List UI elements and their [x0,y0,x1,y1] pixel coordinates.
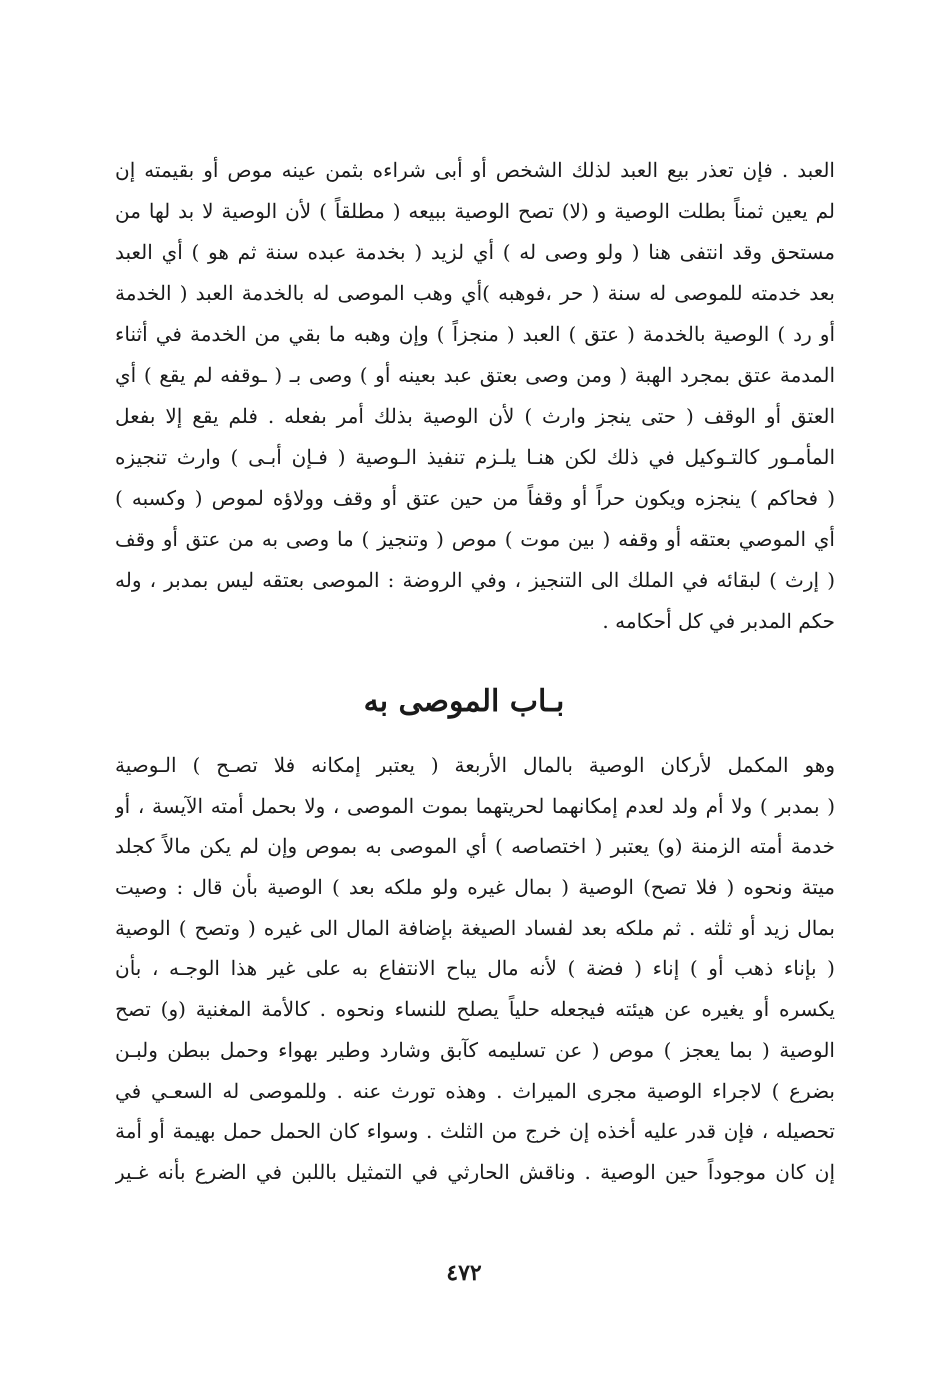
text-line: بمال زيد أو ثلثه . ثم ملكه بعد لفساد الصيغة بإضافة المال الى غيره ( وتصح ) الوصية [115,915,835,940]
text-line: ميتة ونحوه ( فلا تصح) الوصية ( بمال غيره ولو ملكه بعد ) الوصية بأن قال : وصيت [115,875,835,900]
text-line: حكم المدبر في كل أحكامه . [602,609,835,633]
text-line: أو رد ) الوصية بالخدمة ( عتق ) العبد ( منجزاً ) وإن وهبه ما بقي من الخدمة في أثناء [115,322,835,346]
text-line: المأمـور كالتـوكيل في ذلك لكن هنـا يلـزم تنفيذ الـوصية ( فـإن أبـى ) وارث تنجيزه [115,445,835,469]
text-line: الوصية ( بما يعجز ) موص ( عن تسليمه كآبق وشارد وطير بهواء وحمل ببطن ولبـن [115,1037,835,1062]
section-heading: بـاب الموصى به [363,684,565,719]
page-number: ٤٧٢ [446,1260,482,1286]
paragraph-continuation [115,150,835,642]
text-line: يكسره أو يغيره عن هيئته فيجعله حلياً يصلح للنساء ونحوه . كالأمة المغنية (و) تصح [115,997,835,1022]
paragraph-section [115,745,835,1193]
text-line: ( بمدبر ) ولا أم ولد لعدم إمكانهما لحريتهما بموت الموصى ، ولا بحمل أمته الآيسة ، أو [115,793,835,818]
text-line: العتق أو الوقف ( حتى ينجز وارث ) لأن الوصية بذلك أمر بفعله . فلم يقع إلا بفعل [115,404,835,428]
text-line: تحصيله ، فإن قدر عليه أخذه إن خرج من الثلث . وسواء كان الحمل حمل بهيمة أو أمة [115,1119,835,1144]
text-line: العبد . فإن تعذر بيع العبد لذلك الشخص أو أبى شراءه بثمن عينه موص أو بقيمته إن [115,158,835,182]
text-line: المدمة عتق بمجرد الهبة ( ومن وصى بعتق عبد بعينه أو ) وصى بـ ( ـوقفه لم يقع ) أي [115,363,835,387]
text-line: ( فحاكم ) ينجزه ويكون حراً أو وقفاً من حين عتق أو وقف وولاؤه لموص ( وكسبه ) [115,486,835,510]
text-line: لم يعين ثمناً بطلت الوصية و (لا) تصح الوصية ببيعه ( مطلقاً ) لأن الوصية لا بد لها من [115,199,835,223]
text-line: خدمة أمته الزمنة (و) يعتبر ( اختصاصه ) أي الموصى به بموص وإن لم يكن مالاً كجلد [115,834,835,859]
text-line: بعد خدمته للموصى له سنة ( حر ،فوهبه )أي وهب الموصى له بالخدمة العبد ( الخدمة [115,281,835,305]
text-line: مستحق وقد انتفى هنا ( ولو وصى له ) أي لزيد ( بخدمة عبده سنة ثم هو ) أي العبد [115,240,835,264]
text-line: وهو المكمل لأركان الوصية بالمال الأربعة ( يعتبر إمكانه فلا تصـح ) الـوصية [115,753,835,777]
text-line: بضرع ) لاجراء الوصية مجرى الميراث . وهذه تورث عنه . وللموصى له السعـي في [115,1078,835,1103]
text-line: أي الموصي بعتقه أو وقفه ( بين موت ) موص ( وتنجيز ) ما وصى به من عتق أو وقف [115,527,835,551]
text-line: إن كان موجوداً حين الوصية . وناقش الحارثي في التمثيل باللبن في الضرع بأنه غـير [115,1159,835,1184]
text-line: ( إرث ) لبقائه في الملك الى التنجيز ، وفي الروضة : الموصى بعتقه ليس بمدبر ، وله [115,568,835,592]
text-line: ( بإناء ذهب أو ) إناء ( فضة ) لأنه مال يباح الانتفاع به على غير هذا الوجـه ، بأن [115,956,835,981]
